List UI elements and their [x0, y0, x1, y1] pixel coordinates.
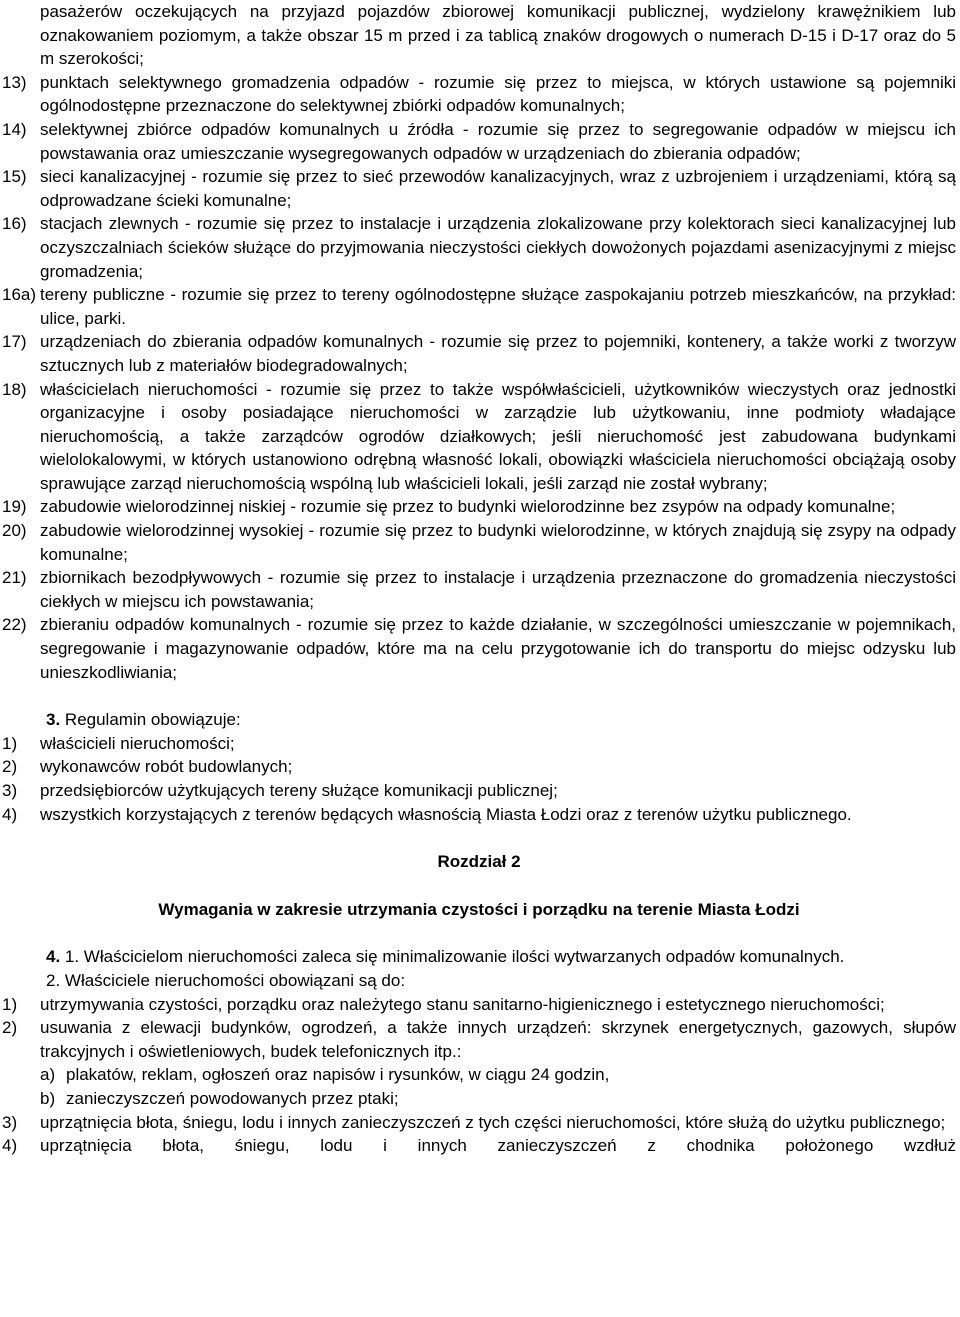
definition-item [2, 613, 956, 684]
item-number: 17) [2, 332, 27, 352]
item-number: 19) [2, 497, 27, 517]
item-text: tereny publiczne - rozumie się przez to tereny ogólnodostępne służące zaspokajaniu potrzeb mieszkańców, na przykład: ulice, parki. [40, 285, 956, 328]
list-item [2, 779, 956, 803]
paragraph-3-intro [2, 708, 956, 732]
definition-item [2, 519, 956, 566]
item-number: 2) [2, 1018, 18, 1038]
paragraph-text: Regulamin obowiązuje: [60, 710, 241, 730]
item-number: 1) [2, 994, 18, 1014]
item-text: zabudowie wielorodzinnej niskiej - rozumie się przez to budynki wielorodzinne bez zsypów na odpady komunalne; [40, 497, 896, 517]
item-text: selektywnej zbiórce odpadów komunalnych u źródła - rozumie się przez to segregowanie odpadów w miejscu ich powstawania oraz umieszczanie wysegregowanych odpadów w urządzeniach do zbierania odpadów; [40, 119, 956, 163]
item-text: przedsiębiorców użytkujących tereny służące komunikacji publicznej; [40, 781, 558, 800]
paragraph-number: 3. [46, 710, 61, 730]
list-item [2, 1134, 956, 1158]
item-text: stacjach zlewnych - rozumie się przez to instalacje i urządzenia zlokalizowane przy kolektorach sieci kanalizacyjnej lub oczyszczalniach ścieków służące do przyjmowania nieczystości ciekłych dowożonych pojazdami asenizacyjnymi z miejsc gromadzenia; [40, 214, 956, 281]
item-text: sieci kanalizacyjnej - rozumie się przez to sieć przewodów kanalizacyjnych, wraz z uzbrojeniem i urządzeniami, którą są odprowadzane ścieki komunalne; [40, 167, 956, 210]
item-text: właścicielach nieruchomości - rozumie się przez to także współwłaścicieli, użytkowników wieczystych oraz jednostki organizacyjne i osoby posiadające nieruchomości w zarządzie lub użytkowaniu, inne podmioty władające nieruchomością, a także zarządców ogrodów działkowych; jeśli nieruchomość jest zabudowana budynkami wielolokalowymi, w których ustanowiono odrębną własność lokali, obowiązki właściciela nieruchomości obciążają osoby sprawujące zarząd nieruchomością wspólną lub właścicieli lokali, jeśli zarząd nie został wybrany; [40, 379, 956, 493]
list-item [2, 803, 956, 827]
definition-item [2, 212, 956, 283]
sub-list-item [2, 1087, 956, 1111]
definition-item [2, 283, 956, 330]
item-number: 1) [2, 733, 18, 753]
item-number: 21) [2, 568, 27, 588]
list-item [2, 755, 956, 779]
list-item [2, 732, 956, 756]
item-text: utrzymywania czystości, porządku oraz należytego stanu sanitarno-higienicznego i estetycznego nieruchomości; [40, 994, 885, 1014]
item-number: 22) [2, 615, 27, 635]
item-text: uprzątnięcia błota, śniegu, lodu i innych zanieczyszczeń z tych części nieruchomości, które służą do użytku publicznego; [40, 1112, 946, 1132]
item-number: 3) [2, 781, 18, 800]
item-text: wykonawców robót budowlanych; [40, 757, 293, 777]
item-text: uprzątnięcia błota, śniegu, lodu i innych zanieczyszczeń z chodnika położonego wzdłuż [40, 1136, 956, 1156]
item-number: 16a) [2, 285, 37, 305]
paragraph-4-point-2: 2. Właściciele nieruchomości obowiązani są do: [46, 970, 406, 990]
list-item [2, 1111, 956, 1135]
item-number: 14) [2, 119, 27, 139]
paragraph-4-point-1 [2, 945, 956, 969]
definition-item [2, 566, 956, 613]
chapter-heading: Rozdział 2 [437, 852, 521, 872]
item-number: 3) [2, 1112, 18, 1132]
item-number: 18) [2, 379, 27, 399]
item-text: zabudowie wielorodzinnej wysokiej - rozumie się przez to budynki wielorodzinne, w których znajdują się zsypy na odpady komunalne; [40, 521, 956, 564]
sub-list-item [2, 1063, 956, 1087]
item-number: 15) [2, 167, 27, 187]
chapter-title: Wymagania w zakresie utrzymania czystości i porządku na terenie Miasta Łodzi [158, 899, 800, 919]
item-text: urządzeniach do zbierania odpadów komunalnych - rozumie się przez to pojemniki, kontenery, a także worki z tworzyw sztucznych lub z materiałów biodegradowalnych; [40, 332, 956, 375]
item-text: zbiornikach bezodpływowych - rozumie się przez to instalacje i urządzenia przeznaczone do gromadzenia nieczystości ciekłych w miejscu ich powstawania; [40, 568, 956, 611]
definition-item [2, 330, 956, 377]
item-number: 4) [2, 1136, 18, 1156]
definition-item [2, 71, 956, 118]
sub-item-text: plakatów, reklam, ogłoszeń oraz napisów i rysunków, w ciągu 24 godzin, [66, 1065, 610, 1085]
definition-item [2, 165, 956, 212]
definition-item [2, 495, 956, 519]
item-number: 16) [2, 214, 27, 234]
sub-item-text: zanieczyszczeń powodowanych przez ptaki; [66, 1088, 399, 1108]
continued-definition-text: pasażerów oczekujących na przyjazd pojazdów zbiorowej komunikacji publicznej, wydzielony krawężnikiem lub oznakowaniem poziomym, a także obszar 15 m przed i za tablicą znaków drogowych o numerach D-15 i D-17 oraz do 5 m szerokości; [40, 2, 956, 69]
paragraph-number: 4. [46, 947, 61, 967]
list-item [2, 993, 956, 1017]
definition-item [2, 378, 956, 496]
item-text: punktach selektywnego gromadzenia odpadów - rozumie się przez to miejsca, w których ustawione są pojemniki ogólnodostępne przeznaczone do selektywnej zbiórki odpadów komunalnych; [40, 72, 956, 116]
list-item [2, 1016, 956, 1063]
paragraph-text: 1. Właścicielom nieruchomości zaleca się minimalizowanie ilości wytwarzanych odpadów komunalnych. [60, 947, 845, 967]
item-number: 4) [2, 804, 18, 824]
item-text: właścicieli nieruchomości; [40, 733, 235, 753]
item-number: 2) [2, 757, 18, 777]
item-text: zbieraniu odpadów komunalnych - rozumie się przez to każde działanie, w szczególności umieszczanie w pojemnikach, segregowanie i magazynowanie odpadów, które ma na celu przygotowanie ich do transportu do miejsc odzysku lub unieszkodliwiania; [40, 615, 956, 682]
item-number: 13) [2, 72, 27, 92]
sub-item-letter: a) [40, 1065, 56, 1085]
sub-item-letter: b) [40, 1088, 56, 1108]
item-text: wszystkich korzystających z terenów będących własnością Miasta Łodzi oraz z terenów użytku publicznego. [40, 804, 852, 824]
item-number: 20) [2, 521, 27, 541]
item-text: usuwania z elewacji budynków, ogrodzeń, a także innych urządzeń: skrzynek energetycznych, gazowych, słupów trakcyjnych i oświetleniowych, budek telefonicznych itp.: [40, 1018, 956, 1061]
definition-item [2, 118, 956, 165]
